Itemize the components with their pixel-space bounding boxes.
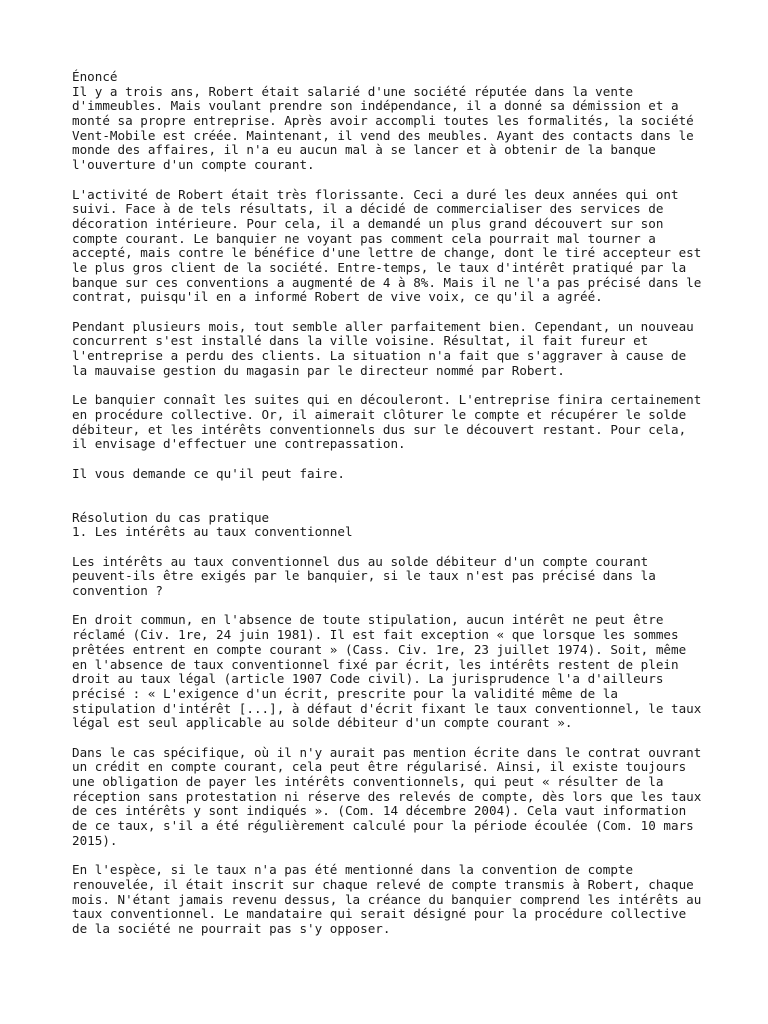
- text-line: de la société ne pourrait pas s'y opposer.: [72, 920, 391, 936]
- text-line: légal est seul applicable au solde débiteur d'un compte courant ».: [72, 715, 573, 731]
- paragraph: [72, 863, 712, 936]
- text-line: débiteur, et les intérêts conventionnels dus sur le découvert restant. Pour cela,: [72, 421, 687, 437]
- text-line: contrat, puisqu'il en a informé Robert de vive voix, ce qu'il a agréé.: [72, 289, 603, 305]
- text-line: un crédit en compte courant, cela peut être régularisé. Ainsi, il existe toujours: [72, 759, 687, 775]
- text-line: en l'absence de taux conventionnel fixé par écrit, les intérêts restent de plein: [72, 656, 679, 672]
- resolution-section: [72, 511, 712, 937]
- document-page: [72, 70, 712, 951]
- text-line: accepté, mais contre le bénéfice d'une lettre de change, dont le tiré accepteur est: [72, 245, 702, 261]
- text-line: stipulation d'intérêt [...], à défaut d'écrit fixant le taux conventionnel, le taux: [72, 700, 702, 716]
- text-line: Pendant plusieurs mois, tout semble aller parfaitement bien. Cependant, un nouveau: [72, 318, 694, 334]
- text-line: de ce taux, s'il a été régulièrement calculé pour la période écoulée (Com. 10 mars: [72, 818, 694, 834]
- text-line: Il vous demande ce qu'il peut faire.: [72, 465, 345, 481]
- text-line: précisé : « L'exigence d'un écrit, prescrite pour la validité même de la: [72, 685, 618, 701]
- text-line: en procédure collective. Or, il aimerait clôturer le compte et récupérer le solde: [72, 406, 687, 422]
- enonce-section: [72, 70, 712, 481]
- text-line: une obligation de payer les intérêts conventionnels, qui peut « résulter de la: [72, 774, 664, 789]
- text-line: concurrent s'est installé dans la ville voisine. Résultat, il fait fureur et: [72, 333, 649, 349]
- text-line: la mauvaise gestion du magasin par le directeur nommé par Robert.: [72, 362, 565, 378]
- text-line: convention ?: [72, 583, 163, 599]
- text-line: Dans le cas spécifique, où il n'y aurait pas mention écrite dans le contrat ouvrant: [72, 744, 702, 760]
- text-line: réception sans protestation ni réserve des relevés de compte, dès lors que les taux: [72, 788, 702, 804]
- text-line: suivi. Face à de tels résultats, il a décidé de commercialiser des services de: [72, 201, 664, 217]
- text-line: En droit commun, en l'absence de toute stipulation, aucun intérêt ne peut être: [72, 612, 664, 628]
- text-line: décoration intérieure. Pour cela, il a demandé un plus grand découvert sur son: [72, 215, 664, 231]
- text-line: d'immeubles. Mais voulant prendre son indépendance, il a donné sa démission et a: [72, 98, 679, 114]
- paragraph: [72, 188, 712, 306]
- paragraph: [72, 555, 712, 599]
- text-line: monde des affaires, il n'a eu aucun mal à se lancer et à obtenir de la banque: [72, 142, 656, 158]
- text-line: monté sa propre entreprise. Après avoir accompli toutes les formalités, la société: [72, 113, 694, 129]
- paragraph: [72, 613, 712, 731]
- text-line: Vent-Mobile est créée. Maintenant, il vend des meubles. Ayant des contacts dans le: [72, 127, 694, 143]
- text-line: mois. N'étant jamais revenu dessus, la créance du banquier comprend les intérêts au: [72, 891, 702, 907]
- paragraph: [72, 393, 712, 452]
- text-line: Les intérêts au taux conventionnel dus au solde débiteur d'un compte courant: [72, 553, 649, 569]
- section-heading-enonce: Énoncé: [72, 69, 118, 84]
- text-line: peuvent-ils être exigés par le banquier, si le taux n'est pas précisé dans la: [72, 568, 656, 584]
- paragraph: [72, 467, 712, 482]
- subheading-block: [72, 525, 712, 540]
- text-line: compte courant. Le banquier ne voyant pas comment cela pourrait mal tourner a: [72, 230, 656, 246]
- text-line: renouvelée, il était inscrit sur chaque relevé de compte transmis à Robert, chaque: [72, 876, 694, 892]
- text-line: Il y a trois ans, Robert était salarié d'une société réputée dans la vente: [72, 83, 634, 99]
- text-line: réclamé (Civ. 1re, 24 juin 1981). Il est fait exception « que lorsque les sommes: [72, 627, 679, 643]
- text-line: taux conventionnel. Le mandataire qui serait désigné pour la procédure collective: [72, 906, 687, 922]
- text-line: il envisage d'effectuer une contrepassation.: [72, 436, 406, 452]
- subsection-heading: 1. Les intérêts au taux conventionnel: [72, 524, 353, 540]
- paragraph: [72, 85, 712, 173]
- section-spacer: [72, 496, 712, 511]
- text-line: prêtées entrent en compte courant » (Cass. Civ. 1re, 23 juillet 1974). Soit, même: [72, 641, 687, 657]
- text-line: l'entreprise a perdu des clients. La situation n'a fait que s'aggraver à cause de: [72, 348, 687, 364]
- text-line: de ces intérêts y sont indiqués ». (Com. 14 décembre 2004). Cela vaut information: [72, 803, 687, 819]
- section-heading-resolution: Résolution du cas pratique: [72, 509, 270, 525]
- paragraph: [72, 746, 712, 849]
- text-line: droit au taux légal (article 1907 Code civil). La jurisprudence l'a d'ailleurs: [72, 671, 664, 687]
- text-line: banque sur ces conventions a augmenté de 4 à 8%. Mais il ne l'a pas précisé dans le: [72, 274, 702, 290]
- text-line: L'activité de Robert était très florissante. Ceci a duré les deux années qui ont: [72, 186, 679, 202]
- paragraph: [72, 320, 712, 379]
- text-line: Le banquier connaît les suites qui en découleront. L'entreprise finira certainement: [72, 392, 702, 408]
- text-line: En l'espèce, si le taux n'a pas été mentionné dans la convention de compte: [72, 862, 634, 878]
- text-line: 2015).: [72, 832, 118, 848]
- text-line: le plus gros client de la société. Entre-temps, le taux d'intérêt pratiqué par la: [72, 259, 687, 275]
- text-line: l'ouverture d'un compte courant.: [72, 157, 315, 173]
